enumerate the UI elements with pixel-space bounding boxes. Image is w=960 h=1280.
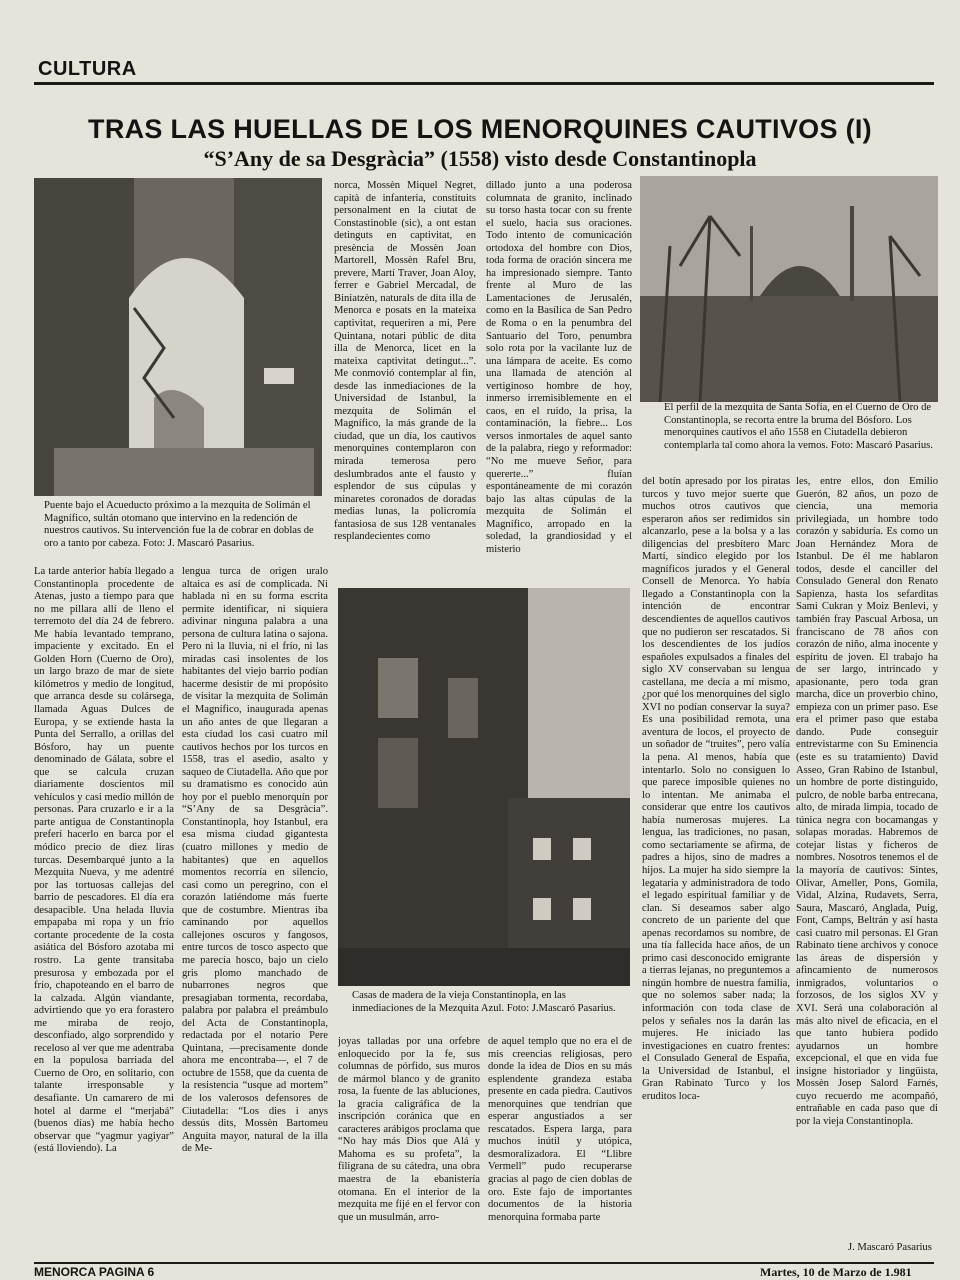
column-top-right: dillado junto a una poderosa columnata de granito, inclinado su torso hasta tocar con su frente el suelo, hacia sus oraciones. Todo intento de comunicación ortodoxa del hombre con Dios, toda forma de oración sincera me ha impresionado siempre. Tanto frente al Muro de las Lamentaciones de Jerusalén, como en la Basílica de San Pedro de Roma o en la penumbra del Santuario del Toro, penumbra solo rota por la vacilante luz de una lámpara de aceite. Es como una llamada de atención al vertiginoso hombre de hoy, inmerso irremisiblemente en el caos, en el ruido, la prisa, la contaminación, la fiebre... Los versos inmortales de aquel santo de la palabra, riego y reformador: “No me mueve Señor, para quererte...” fluían espontáneamente de mi corazón bajo las altas cúpulas de la mezquita de Solimán el Magnífico, arropado en la soledad, la grandiosidad y el misterio xyxy=(486,180,632,555)
houses-caption: Casas de madera de la vieja Constantinopla, en las inmediaciones de la Mezquita Azul. Foto: J.Mascaró Pasarius. xyxy=(352,990,616,1014)
headline: TRAS LAS HUELLAS DE LOS MENORQUINES CAUTIVOS (I) xyxy=(88,114,872,144)
author-signature: J. Mascaró Pasarius xyxy=(848,1242,932,1253)
footer-date: Martes, 10 de Marzo de 1.981 xyxy=(760,1265,912,1279)
column-4: les, entre ellos, don Emilio Guerón, 82 años, un pozo de ciencia, una memoria privilegiada, un hombre todo corazón y sabiduría. Es como un Joan Hernández Mora de Istanbul. De él me hablaron todos, desde el canciller del Consulado General don Renato Sapienza, hasta los sefarditas Sami Cukran y Moiz Benlevi, y también fray Pascual Arbosa, un franciscano de 78 años con corazón de niño, alma inocente y espíritu de joven. El trabajo ha de ser largo, intrincado y apasionante, pero toda gran marcha, dice un proverbio chino, empieza con un primer paso. Ese era el primer paso que estaba dando. Pude conseguir entrevistarme con Su Eminencia (este es su tratamiento) David Asseo, Gran Rabino de Istanbul, un hombre de porte distinguido, pulcro, de noble barba entrecana, alto, de mirada limpia, tocado de túnica negra con bocamangas y solapas moradas. Habremos de cotejar listas y ficheros de nombres. Nosotros tenemos el de la mayoría de cautivos: Sintes, Olivar, Ameller, Pons, Gomila, Vidal, Alzina, Rudavets, Serra, Saura, Mascaró, Anglada, Puig, Font, Camps, Beltrán y así hasta casi cuatro mil personas. El Gran Rabinato tiene archivos y conoce las áreas de dispersión y afincamiento de numerosos inmigrados, voluntarios o forzosos, de los siglos XV y XVI. Será una colaboración al más alto nivel de eficacia, en el que tanto hubiera podido ayudarnos un hombre excepcional, el que en vida fue insigne historiador y lingüista, Mossèn Josep Salord Farnés, cuyo recuerdo me acompañó, entrañable en cada paso que di por la vieja Constantinopla. xyxy=(796,476,938,1127)
column-3: del botín apresado por los piratas turcos y tuvo mejor suerte que muchos otros cautivos que esperaron años ser redimidos sin alcanzarlo, pese a la bolsa y a las diligencias del presbítero Marc Martí, síndico elegido por los magníficos jurados y el General Consell de Menorca. Yo había llegado a Constantinopla con la intención de encontrar descendientes de aquellos cautivos que no pudieron ser rescatados. Si los descendientes de los judíos españoles expulsados a finales del siglo XV conservaban su lengua castellana, me decía a mí mismo, ¿por qué los menorquines del siglo XVI no podían conservar la suya? Es una posibilidad remota, una aventura de locos, el proyecto de un soñador de “truites”, pero valía la pena. Al menos, había que intentarlo. Solo no consiguen lo que parece imposible quienes no lo intentan. Me animaba el considerar que entre los cautivos había numerosas mujeres. La lengua, las tradiciones, no pasan, como sectariamente se afirma, de padres a hijos, sino de madres a hijos. La mujer ha sido siempre la legataria y administradora de todo el legado espiritual familiar y de clan. Si deseamos saber algo concreto de un pariente del que apenas recordamos su nombre, de una tía fallecida hace años, de un primo casi desconocido emigrante a tierras lejanas, no preguntemos a ningún hombre de nuestra familia, que no solemos saber nada; la información con toda clase de pelos y señales nos la darán las mujeres. He iniciado las investigaciones en cuatro frentes: el Consulado General de España, la Universidad de Istanbul, el Gran Rabinato Turco y los eruditos loca- xyxy=(642,476,790,1102)
aqueduct-caption: Puente bajo el Acueducto próximo a la mezquita de Solimán el Magnífico, sultán otomano que intervino en la redención de nuestros cautivos. Su intervención fue la de cobrar en doblas de oro a tanto por cabeza. Foto: J. Mascaró Pasarius. xyxy=(44,500,314,549)
section-label: CULTURA xyxy=(38,58,137,80)
mosque-photo xyxy=(640,176,938,402)
footer-page: MENORCA PAGINA 6 xyxy=(34,1265,155,1279)
top-rule xyxy=(34,82,934,85)
column-bottom-middle-right: de aquel templo que no era el de mis creencias religiosas, pero donde la idea de Dios en su más esplendente grandeza estaba presente en cada piedra. Cautivos menorquines que tendrían que esperar angustiados a ser rescatados. Espera larga, para muchos inútil y utópica, desmoralizadora. El “Llibre Vermell” pudo recuperarse gracias al pago de cien doblas de oro. Este fajo de importantes documentos de la historia menorquina formaba parte xyxy=(488,1036,632,1223)
column-top-middle: norca, Mossèn Miquel Negret, capità de infanteria, constituits personalment en la ciutat de Constastinoble (sic), a ont estan detinguts en captivitat, en presència de Mossèn Joan Martorell, Mossèn Rafel Bru, prevere, Martí Traver, Joan Aloy, ferrer e Gabriel Mercadal, de Biniatzèn, naturals de dita illa de Menorca e posats en la mateixa captivitat, requeriren a mi, Pere Quintana, notari públic de dita illa de Menorca, licet en la mateixa captivitat detingut...”. Me conmovió contemplar al fin, desde las inmediaciones de la Universidad de Istanbul, la mezquita de Solimán el Magnífico, la más grande de la ciudad, que un día, los cautivos menorquines contemplaron con mirada temerosa pero deslumbrados ante el fausto y esplendor de sus cúpulas y minaretes coronados de doradas medias lunas, la policromía fantasiosa de sus 128 ventanales resplandecientes como xyxy=(334,180,476,543)
bottom-rule xyxy=(34,1262,934,1264)
houses-photo xyxy=(338,588,630,986)
subheadline: “S’Any de sa Desgràcia” (1558) visto desde Constantinopla xyxy=(203,146,757,171)
column-1: La tarde anterior había llegado a Constantinopla procedente de Atenas, justo a tiempo para que no me pillara allí de lleno el terremoto del día 24 de febrero. Me había levantado temprano, impaciente y excitado. En el Golden Horn (Cuerno de Oro), un largo brazo de mar de siete kilómetros y medio de longitud, que arranca desde su colársega, llamada Aguas Dulces de Europa, y se extiende hasta la Punta del Serrallo, a orillas del Bósforo, hay un puente denominado de Gálata, sobre el que se calcula cruzan diariamente doscientos mil vehículos y casi medio millón de personas. Para cruzarlo e ir a la parte antigua de Constantinopla preferí hacerlo en barca por el módico precio de diez liras turcas. Desembarqué junto a la Mezquita Nueva, y me adentré por las tortuosas callejas del barrio de pescadores. El día era desapacible. Una helada lluvia empapaba mi ropa y un frío cortante procedente de la costa asiática del Bósforo azotaba mi rostro. La gente transitaba presurosa y embozada por el frío, chapoteando en el barro de la calzada. Algún viandante, advirtiendo que yo era forastero me miraba de reojo, desconfiado, algo sorprendido y receloso al ver que me adentraba en la populosa barriada del Cuerno de Oro, en solitario, con talante irresponsable y desafiante. Un camarero de mi hotel al darme el “merjabá” (buenos días) me había hecho observar que “yagmur yagiyar” (está lloviendo). La xyxy=(34,566,174,1155)
mosque-caption: El perfil de la mezquita de Santa Sofía, en el Cuerno de Oro de Constantinopla, se recorta entre la bruma del Bósforo. Los menorquines cautivos el año 1558 en Ciutadella debieron contemplarla tal como ahora la vemos. Foto: Mascaró Pasarius. xyxy=(664,402,933,451)
column-2: lengua turca de origen uralo altaica es así de complicada. Ni hablada ni en su forma escrita permite identificar, ni siquiera adivinar ninguna palabra a una persona de cultura latina o sajona. Pero ni la lluvia, ni el frío, ni las miradas casi insolentes de los habitantes del viejo barrio podían hacerme desistir de mi propósito de visitar la mezquita de Solimán el Magnífico, inaugurada apenas un año antes de que llegaran a esta ciudad los casi cuatro mil cautivos hechos por los turcos en 1558, tras el asedio, asalto y saqueo de Ciutadella. Año que por su dramatismo es conocido aún hoy por el pueblo menorquín por “S’Any de sa Desgràcia”. Constantinopla, hoy Istanbul, era esa misma ciudad gigantesta (cuatro millones y medio de habitantes) que en aquellos momentos recorría en silencio, casi como un peregrino, con el corazón latiéndome más fuerte que de costumbre. Mientras iba caminando por aquellos callejones oscuros y fangosos, entre turcos de tosco aspecto que me parecía hosco, bajo un cielo gris plomo manchado de nubarrones negros que presagiaban tormenta, recordaba, palabra por palabra el preámbulo del Acta de Constantinopla, redactada por el notario Pere Quintana, —precisamente donde ahora me encontraba—, el 7 de octubre de 1558, que da cuenta de la resistencia “usque ad mortem” de los valerosos defensores de Ciutadella: “Los dies i anys dessús dits, Mossèn Bartomeu Anguita mayor, natural de la illa de Me- xyxy=(182,566,328,1155)
column-bottom-middle-left: joyas talladas por una orfebre enloquecido por la fe, sus columnas de pórfido, sus muros de mármol blanco y de granito rosa, la fuente de las abluciones, la gracia caligráfica de la inscripción coránica que en caracteres arábigos proclama que “No hay más Dios que Alá y Mahoma es su profeta”, la filigrana de su cátedra, una obra maestra de la ebanistería otomana. En el interior de la mezquita me fijé en el fervor con que un musulmán, arro- xyxy=(338,1036,480,1223)
aqueduct-photo xyxy=(34,178,322,496)
